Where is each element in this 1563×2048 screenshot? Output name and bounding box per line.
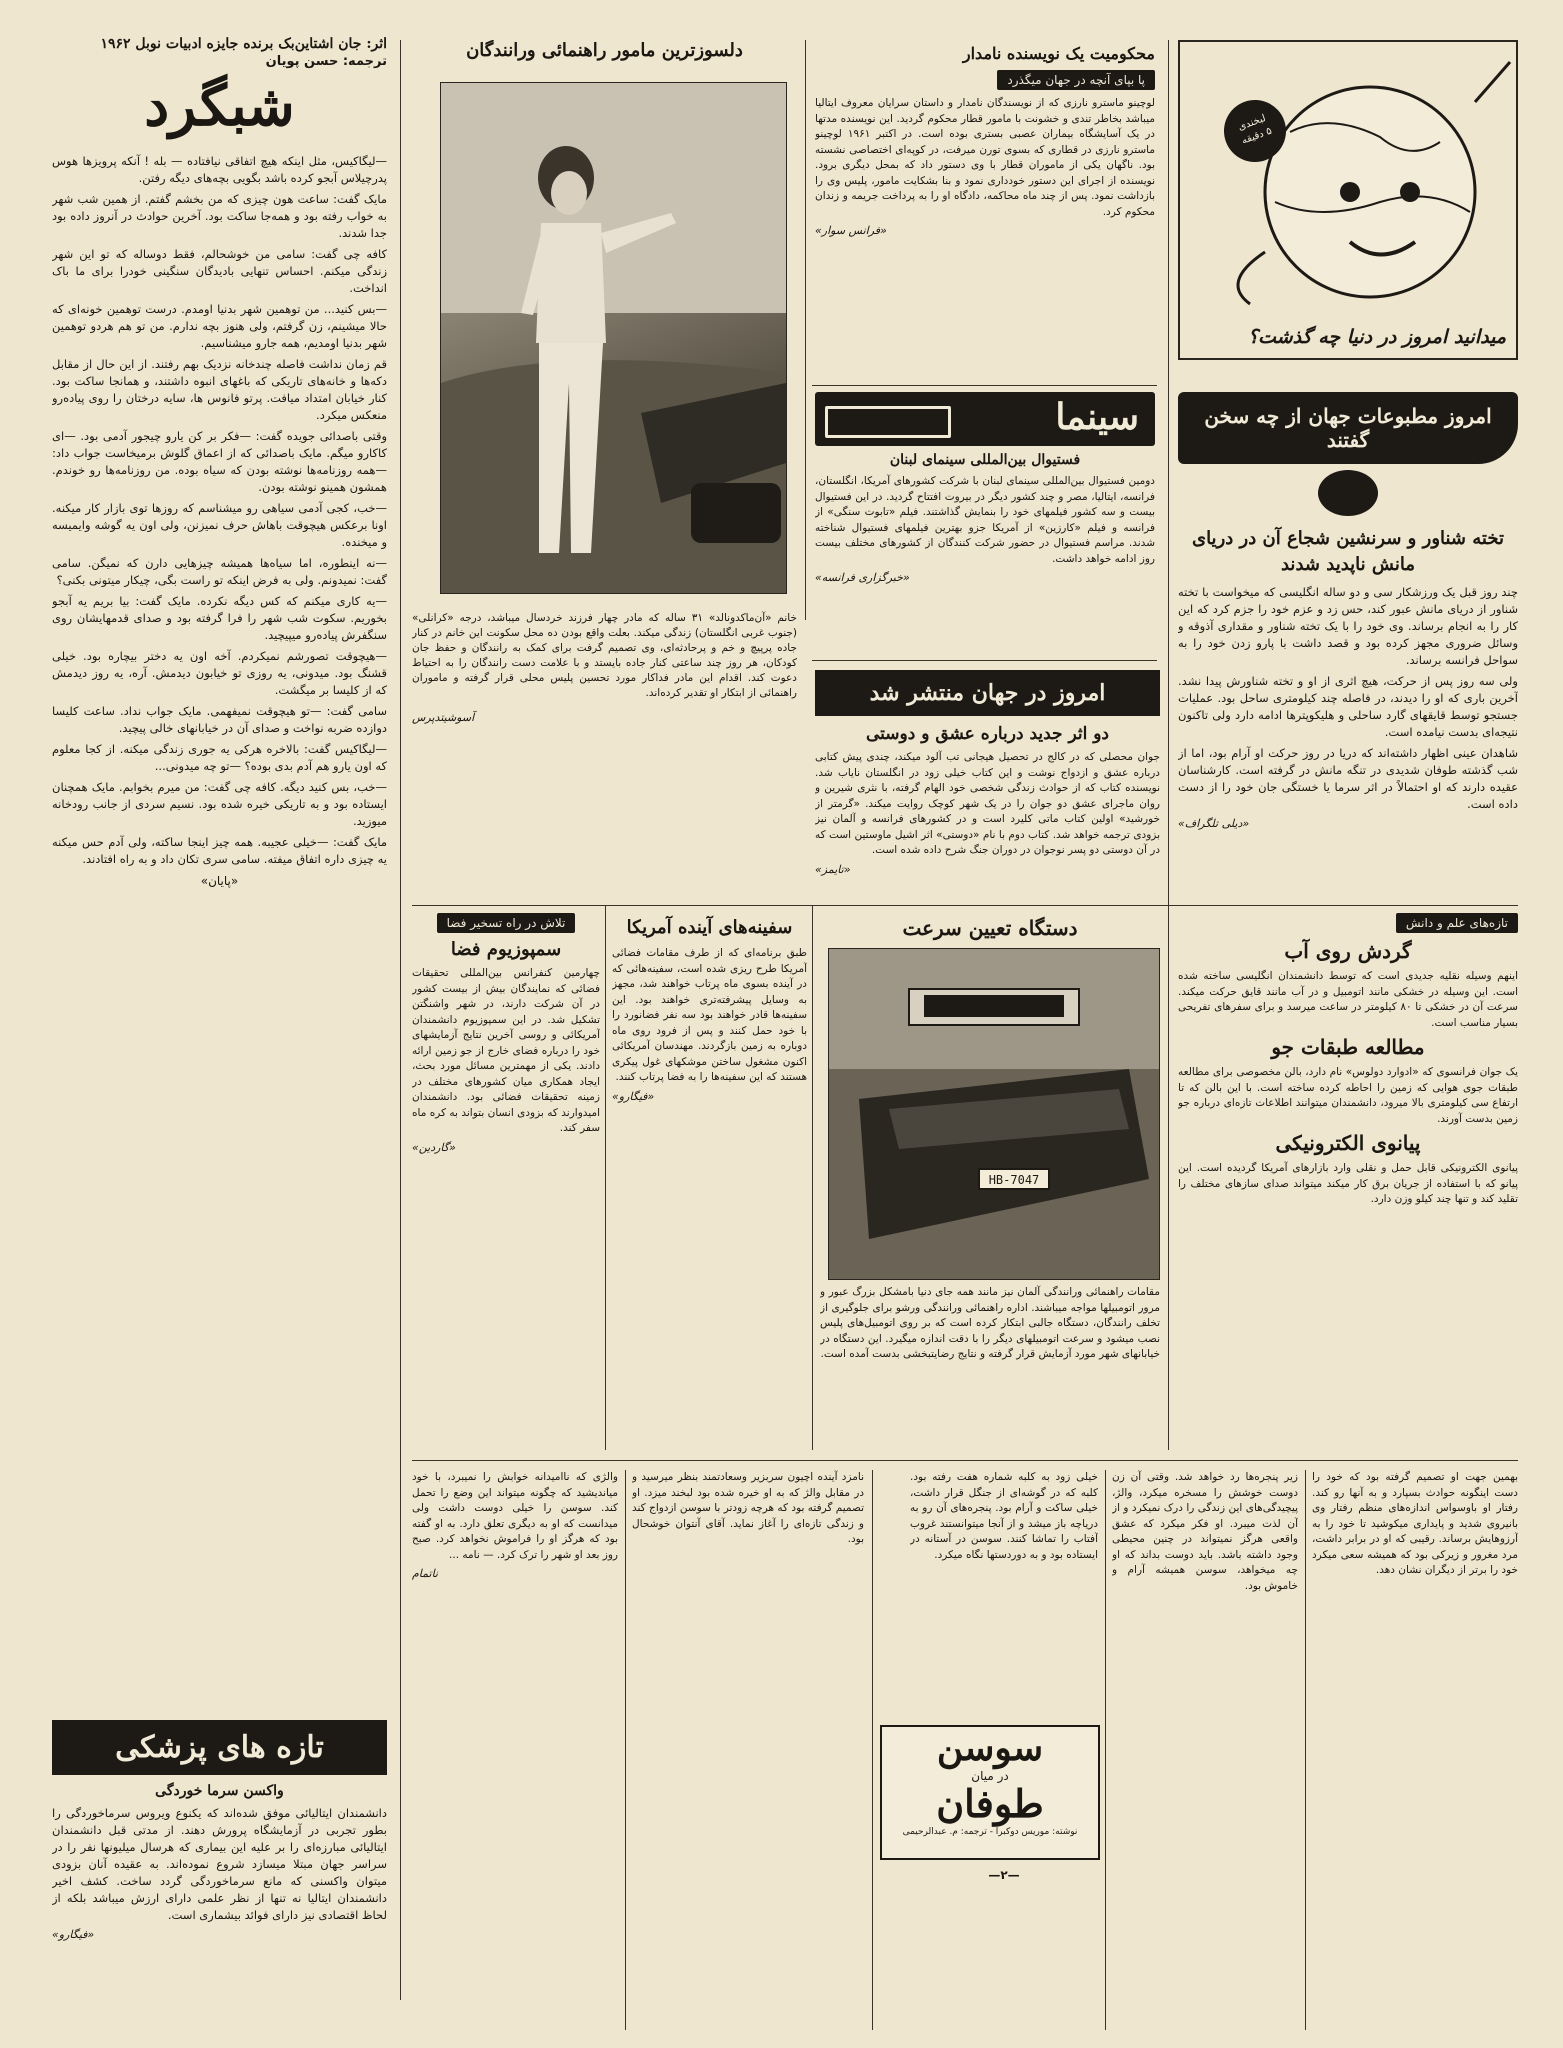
cinema-credit: «خبرگزاری فرانسه» (815, 571, 910, 584)
driver-headline: دلسوزترین مامور راهنمائی ورانندگان (466, 40, 743, 61)
clock-badge-line2: ۵ دقیقه (1240, 125, 1274, 147)
press-paragraph: چند روز قبل یک ورزشکار سی و دو ساله انگلیسی که میخواست با تخته شناور از دریای مانش عبور کند، حس زد و عزم خود را جزم کرد که این کار را به انجام برساند. وی خود را با یک تخته شناور و مقداری آذوقه و وسائل ضروری مجهز کرده بود و قصد داشت با پارو زدن خود را به سواحل فرانسه برساند. (1178, 585, 1518, 667)
books-body: جوان محصلی که در کالج در تحصیل هیجانی تب آلود میکند، چندی پیش کتابی درباره عشق و ازدواج نوشت و این کتاب خیلی زود در انگلستان نایاب شد. نویسنده کتاب که از حوادث زندگی شخصی خود الهام گرفته، با نثری شیرین و روان ماجرای عشق دو جوان را در یک شهر کوچک روایت میکند. «گرمتر از خورشید» اولین کتاب ماتی کلیرد است و در کشورهای فرانسه و آلمان نیز بزودی ترجمه خواهد شد. کتاب دوم با نام «دوستی» اثر اشیل ماوستین است که در آن دوستی دو پسر نوجوان در دوران جنگ شرح داده شده است. (815, 751, 1160, 856)
column-rule (605, 905, 606, 1450)
serial-part: —۲— (988, 1868, 1020, 1882)
serial-col (412, 1470, 618, 2030)
press-headline: تخته شناور و سرنشین شجاع آن در دریای مانش ناپدید شدند (1191, 528, 1504, 575)
conviction-body: لوچینو ماسترو نارزی که از نویسندگان نامدار و داستان سرایان معروف ایتالیا میباشد بخاطر تندی و خشونت با مامور قطار محکوم گردید. این نویسنده مدتها در یک آسایشگاه بیماران عصبی بستری بوده است. در اکتبر ۱۹۶۱ لوچینو ماسترو نارزی در قطاری که بسوی تورن میرفت، در کوپه‌ای اختصاصی نشسته بود. ناگهان یکی از ماموران قطار با وی دستور داد که بمحل دیگری برود. نویسنده از اجرای این دستور خودداری نمود و بنا بشکایت مامور، پلیس وی را بازداشت نمود. پس از چند ماه محاکمه، دادگاه او را به پرداخت جریمه و زندان محکوم کرد. (815, 97, 1155, 218)
science-body: پیانوی الکترونیکی قابل حمل و نقلی وارد بازارهای آمریکا گردیده است. این پیانو که با استفاده از جریان برق کار میکند میتواند صدای سازهای مختلف را تقلید کند و تنها چند کیلو وزن دارد. (1178, 1162, 1518, 1205)
nobel-story (52, 36, 387, 1596)
science-body: یک جوان فرانسوی که «ادوارد دولوس» نام دارد، بالن مخصوصی برای مطالعه طبقات جوی هوایی که زمین را احاطه کرده ساخته است. با این بالن که تا ارتفاع سی کیلومتری بالا میرود، دانشمندان میتوانند اطلاعات تازه‌ای درباره جو زمین بدست آورند. (1178, 1066, 1518, 1125)
press-paragraph: ولی سه روز پس از حرکت، هیچ اثری از او و تخته شناورش پیدا نشد. آخرین باری که او را دیدند، در فاصله چند کیلومتری ساحل بود. عملیات جستجو توسط قایقهای گارد ساحلی و هلیکوپترها ادامه دارد ولی تاکنون نتیجه‌ای بدست نیامده است. (1178, 674, 1518, 739)
column-rule (1305, 1470, 1306, 2030)
story-paragraph: —نه اینطوره، اما سیاه‌ها همیشه چیزهایی دارن که نمیگن. سامی گفت: نمیدونم. ولی به فرض اینکه تو راست بگی، چیکار میتونی بکنی؟ (52, 556, 387, 587)
story-title: شبگرد (144, 73, 295, 139)
today-cartoon (1178, 40, 1518, 360)
press-header: امروز مطبوعات جهان از چه سخن گفتند (1178, 392, 1518, 464)
health-subhead: واکسن سرما خوردگی (155, 1783, 284, 1799)
story-translator: ترجمه: حسن پویان (265, 54, 387, 69)
cinema-story (815, 392, 1155, 652)
conviction-tag: پا بپای آنچه در جهان میگذرد (997, 70, 1155, 90)
story-paragraph: —خب، کجی آدمی سیاهی رو میشناسم که روزها توی بازار کار میکنه. اونا برعکس هیچوقت باهاش حرف نمیزنن، ولی اون یه گوشه وایمیسه و میخنده. (52, 501, 387, 549)
science-header: تازه‌های علم و دانش (1396, 913, 1518, 933)
space-tag: تلاش در راه تسخیر فضا (437, 913, 576, 933)
science-news (1178, 912, 1518, 1442)
serial-paragraph: بهمین جهت او تصمیم گرفته بود که خود را دست اینگونه حوادث بسپارد و به آنها رو کند. رفتار او باوسواس اندازه‌های منظم رفتار وی بانیروی شدید و پایداری میکوشید تا خود را به آرزوهایش برساند. رقیبی که او در برابر داشت، مرد مغرور و زیرکی بود که همیشه سعی میکرد خود را برتر از دیگران نشان دهد. (1312, 1471, 1518, 1576)
cinema-logo-text: سینما (1055, 396, 1139, 438)
story-paragraph: مایک گفت: ساعت هون چیزی که من بخشم گفتم. از همین شب شهر به خواب رفته بود و همه‌جا ساکت بود. آخرین حوادث در آنروز داده بود جدا شدند. (52, 192, 387, 240)
health-credit: «فیگارو» (52, 1928, 95, 1941)
conviction-credit: «فرانس سوار» (815, 224, 887, 237)
speed-headline: دستگاه تعیین سرعت (902, 916, 1078, 940)
story-paragraph: وقتی باصدائی جویده گفت: —فکر بر کن یارو چیجور آدمی بود. —ای کاکا‌رو میگم. مایک باصدائی که از اعماق گلوش برمیخاست جواب داد: —همه روزنامه‌ها نوشته بودن که سیاه بوده. من روزنامه‌ها رو خوندم. همشون همینو نوشته بودن. (52, 429, 387, 494)
column-rule (812, 905, 813, 1450)
serial-paragraph: نامزد آینده اچیون سربزیر وسعادتمند بنظر میرسید و در مقابل والژ که به او خیره شده بود لبخند میزد. او تصمیم گرفته بود که هرچه زودتر با سوسن ازدواج کند و زندگی تازه‌ای را آغاز نماید. آقای آنتوان خوشحال بود. (632, 1471, 864, 1545)
speed-photo (828, 948, 1160, 1280)
books-headline: دو اثر جدید درباره عشق و دوستی (865, 724, 1110, 744)
cinema-headline: فستیوال بین‌المللی سینمای لبنان (889, 452, 1081, 468)
serial-col (632, 1470, 864, 2030)
serial-title-1: سوسن (936, 1727, 1044, 1769)
story-paragraph: —هیچوقت تصورشم نمیکردم. آخه اون یه دختر بیچاره بود. خیلی قشنگ بود. میدونی، یه روزی تو خیابون دیدمش. آره، یه روز دیدمش که از کلیسا بر میگشت. (52, 649, 387, 697)
globe-cartoon-image (1180, 42, 1516, 312)
serial-title-2: در میان (971, 1769, 1009, 1783)
driver-credit: آسوشیتدپرس (412, 711, 475, 724)
conviction-headline: محکومیت یک نویسنده نامدار (962, 44, 1155, 63)
serial-title-3: طوفان (936, 1781, 1044, 1826)
press-credit: «دیلی تلگراف» (1178, 817, 1250, 830)
story-paragraph: —یه کاری میکنم که کس دیگه نکرده. مایک گفت: بیا بریم یه آبجو بخوریم. سکوت شب شهر را فرا گرفته بود و صدای قدمهایشان روی سنگفرش پیاده‌رو میپیچید. (52, 594, 387, 642)
story-paragraph: قم زمان نداشت فاصله چندخانه نزدیک بهم رفتند. از این حال از مقابل دکه‌ها و خانه‌های تاریکی که باغهای انبوه داشتند، و همانجا ساکت بود. کنار خیابان امتداد میافت. پرتو فانوس ها، سایه درختان را روی پیاده‌رو منعکس میکرد. (52, 357, 387, 422)
health-body: دانشمندان ایتالیائی موفق شده‌اند که یکنوع ویروس سرماخوردگی را بطور تجربی در آزمایشگاه پرورش دهند. از مدتی قبل دانشمندان ایتالیائی مبارزه‌ای را بر علیه این بیماری که هرسال میلیونها نفر را در سراسر جهان مبتلا میسازد شروع نموده‌اند. به عقیده آنان بزودی میتوان واکسنی که مانع سرماخوردگی گردد ساخت. کشف اخیر دانشمندان ایتالیا نه تنها از نظر علمی دارای ارزش میباشد بلکه از لحاظ اقتصادی نیز دارای فوائد بیشماری است. (52, 1806, 387, 1922)
health-header: تازه های پزشکی (52, 1720, 387, 1775)
story-paragraph: مایک گفت: —خیلی عجیبه. همه چیز اینجا ساکته، ولی آدم حس میکنه یه چیزی داره اتفاق میفته. سامی سری تکان داد و به راه افتادند. (52, 835, 387, 866)
conviction-story (815, 40, 1155, 380)
section-rule (812, 660, 1157, 661)
space-story (412, 912, 600, 1452)
serial-continued: ناتمام (412, 1567, 438, 1580)
car-plate-number: HB-7047 (988, 1173, 1040, 1187)
serial-paragraph: خیلی زود به کلبه شماره هفت رفته بود. کلبه که در گوشه‌ای از جنگل قرار داشت، خیلی ساکت و آرام بود. پنجره‌های آن رو به دریاچه باز میشد و از آنجا میتوانستند غروب آفتاب را تماشا کنند. سوسن در آستانه در ایستاده بود و به دوردستها نگاه میکرد. (910, 1471, 1098, 1561)
serial-author: نوشته: موریس دوکبرا - ترجمه: م. عبدالرحیمی (902, 1827, 1078, 1837)
ships-body: طبق برنامه‌ای که از طرف مقامات فضائی آمریکا طرح ریزی شده است، سفینه‌هائی که در آینده بسوی ماه پرتاب خواهند شد، مجهز به وسایل پیشرفته‌تری خواهند بود. این سفینه‌ها قادر خواهند بود سه نفر فضانورد را با خود حمل کنند و پس از فرود روی ماه دوباره به زمین بازگردند. مهندسان آمریکائی اکنون مشغول ساختن موشکهای غول پیکری هستند که این سفینه‌ها را به فضا پرتاب کنند. (612, 947, 807, 1083)
film-strip-icon (825, 406, 951, 438)
press-paragraph: شاهدان عینی اظهار داشته‌اند که دریا در روز حرکت او آرام بود، اما از شب گذشته طوفان شدیدی در تنگه مانش در گرفته است. کارشناسان عقیده دارند که او احتمالاً در اثر سرما یا خستگی جان خود را از دست داده است. (1178, 746, 1518, 811)
space-headline: سمپوزیوم فضا (450, 939, 562, 960)
books-credit: «تایمز» (815, 862, 851, 876)
press-bubble-icon (1318, 470, 1378, 516)
serial-paragraph: زیر پنجره‌ها رد خواهد شد. وقتی آن زن دوست خوشش را مسخره میکرد، والژ، پیچیدگی‌های این زندگی را درک نمیکرد و از آن لذت میبرد. او فکر میکرد که عشق واقعی هرگز نمیتواند در چنین محیطی وجود داشته باشد. باید دوست بداند که او چه میخواهد، سوسن همیشه آرام و خاموش بود. (1112, 1471, 1298, 1592)
cinema-body: دومین فستیوال بین‌المللی سینمای لبنان با شرکت کشورهای آمریکا، انگلستان، فرانسه، ایتالیا، مصر و چند کشور دیگر در بیروت افتتاح گردید. در این فستیوال بیست و سه کشور فیلمهای خود را بنمایش گذاشتند. فیلم «تابوت سنگی» از فرانسه و فیلم «کارزین» از آمریکا جزو بهترین فیلمهای فستیوال شناخته شدند. مراسم فستیوال در حضور شرکت کنندگان از کشورهای مختلف بیست روز ادامه خواهد داشت. (815, 475, 1155, 565)
serial-title-box (880, 1725, 1100, 1860)
ships-credit: «فیگارو» (612, 1089, 655, 1103)
serial-col (1112, 1470, 1298, 2030)
story-paragraph: سامی گفت: —تو هیچوقت نمیفهمی. مایک جواب نداد. ساعت کلیسا دوازده ضربه نواخت و صدای آن در خیابانهای خالی پیچید. (52, 704, 387, 735)
health-news (52, 1720, 387, 2025)
story-paragraph: —خب، بس کنید دیگه. کافه چی گفت: من میرم بخوابم. مایک همچنان ایستاده بود و به تاریکی خیره شده بود. نسیم سردی از جانب رودخانه میوزید. (52, 780, 387, 828)
driver-photo (440, 82, 787, 594)
story-paragraph: کافه چی گفت: سامی من خوشحالم، فقط دوساله که تو این شهر زندگی میکنم. احساس تنهایی بادیدگان سنگینی خودرا برای ما باک انداخت. (52, 247, 387, 295)
ships-headline: سفینه‌های آینده آمریکا (626, 917, 793, 938)
serial-part-box (910, 1868, 1098, 2028)
science-headline: گردش روی آب (1284, 939, 1412, 963)
column-rule (805, 40, 806, 620)
serial-col (1312, 1470, 1518, 2030)
column-rule (400, 40, 401, 2000)
column-rule (625, 1470, 626, 2030)
science-tag-row (1178, 912, 1518, 933)
clock-badge-line1: لبخندی (1236, 112, 1268, 134)
cinema-logo (815, 392, 1155, 446)
driver-caption: خانم «آن‌ماکدونالد» ۳۱ ساله که مادر چهار فرزند خردسال میباشد، درجه «کرانلی» (جنوب غربی انگلستان) زندگی میکند. بعلت واقع بودن ده محل سکونت این خانم در کنار جاده پرپیچ و خم و پرحادثه‌ای، وی تصمیم گرفت برای کمک به رانندگان و حفظ جان کودکان، هر روز چند ساعتی کنار جاده بایستد و با علامت دست رانندگان را به احتیاط دعوت کند. اقدام این مادر فداکار مورد تحسین پلیس محلی قرار گرفته و ماموران راهنمائی از ابتکار او تقدیر کرده‌اند. (412, 611, 797, 699)
ships-story (612, 912, 807, 1452)
space-body: چهارمین کنفرانس بین‌المللی تحقیقات فضائی که نمایندگان بیش از بیست کشور در آن شرکت دارند، در شهر واشنگتن تشکیل شد. در این سمپوزیوم دانشمندان آمریکائی و روسی آخرین نتایج آزمایشهای خود را درباره فضای خارج از جو زمین ارائه دادند. یکی از مهمترین مسائل مورد بحث، ایجاد همکاری میان کشورهای مختلف در زمینه تحقیقات فضائی بود. دانشمندان امیدوارند که بزودی انسان بتواند به کره ماه سفر کند. (412, 967, 600, 1134)
column-rule (1168, 905, 1169, 1450)
books-header: امروز در جهان منتشر شد (815, 670, 1160, 716)
serial-col (910, 1470, 1098, 1720)
books-story (815, 670, 1160, 900)
police-car-image (829, 949, 1159, 1279)
story-paragraph: —بس کنید... من توهمین شهر بدنیا اومدم. درست توهمین خونه‌ای که حالا میشینم، زن گرفتم، ولی هنوز بچه ندارم. من تو هم هردو توهمین شهر بدنیا اومدیم، همه جارو میشناسیم. (52, 302, 387, 350)
story-paragraph: —لیگاکیس، مثل اینکه هیچ اتفاقی نیافتاده — بله ! آنکه پرویزها هوس پدرچیلاس آبجو کرده باشد بگویی بچه‌های دیگه رفتن. (52, 154, 387, 185)
column-rule (1105, 1470, 1106, 2030)
science-headline: پیانوی الکترونیکی (1275, 1131, 1421, 1155)
space-tag-row (412, 912, 600, 933)
today-caption: میدانید امروز در دنیا چه گذشت؟ (1247, 326, 1506, 348)
conviction-tag-row (815, 69, 1155, 90)
science-headline: مطالعه طبقات جو (1271, 1035, 1425, 1059)
column-rule (872, 1470, 873, 2030)
science-body: اینهم وسیله نقلیه جدیدی است که توسط دانشمندان انگلیسی ساخته شده است. این وسیله در خشکی مانند اتومبیل و در آب مانند قایق حرکت میکند. سرعت آن در خشکی تا ۸۰ کیلومتر در ساعت میرسد و برای سفرهای تفریحی بسیار مناسب است. (1178, 970, 1518, 1029)
speed-body: مقامات راهنمائی ورانندگی آلمان نیز مانند همه جای دنیا بامشکل بزرگ عبور و مرور اتومبیلها مواجه میباشند. اداره راهنمائی ورانندگی ورشو برای جلوگیری از تخلف رانندگان، دستگاه جالبی ابتکار کرده است که بر روی اتومبیل‌های پلیس نصب میشود و سرعت اتومبیلهای دیگر را با دقت اندازه میگیرد. این دستگاه در خیابانهای شهر مورد آزمایش قرار گرفته و نتایج رضایتبخشی بدست آمده است. (820, 1286, 1160, 1360)
woman-by-road-image (441, 83, 786, 593)
section-rule (812, 385, 1157, 386)
story-paragraph: —لیگاکیس گفت: بالاخره هرکی یه جوری زندگی میکنه. از کجا معلوم که اون یارو هم آدم بدی بوده؟ —تو چه میدونی... (52, 742, 387, 773)
serial-paragraph: والژی که ناامیدانه خوابش را نمیبرد، با خود میاندیشید که چگونه میتواند این وضع را تحمل کند. سوسن را خیلی دوست داشت ولی میدانست که او به دیگری تعلق دارد. به او گفته بود که هرگز او را فراموش نخواهد کرد. صبح روز بعد او شهر را ترک کرد. — نامه ... (412, 1471, 618, 1561)
section-rule (412, 905, 1518, 906)
speed-body-box (820, 1285, 1160, 1450)
space-credit: «گاردین» (412, 1140, 456, 1154)
story-byline: اثر: جان اشتاین‌بک برنده جایزه ادبیات نوبل ۱۹۶۲ (100, 36, 387, 52)
section-rule (412, 1460, 1518, 1461)
story-end: «پایان» (200, 874, 239, 888)
